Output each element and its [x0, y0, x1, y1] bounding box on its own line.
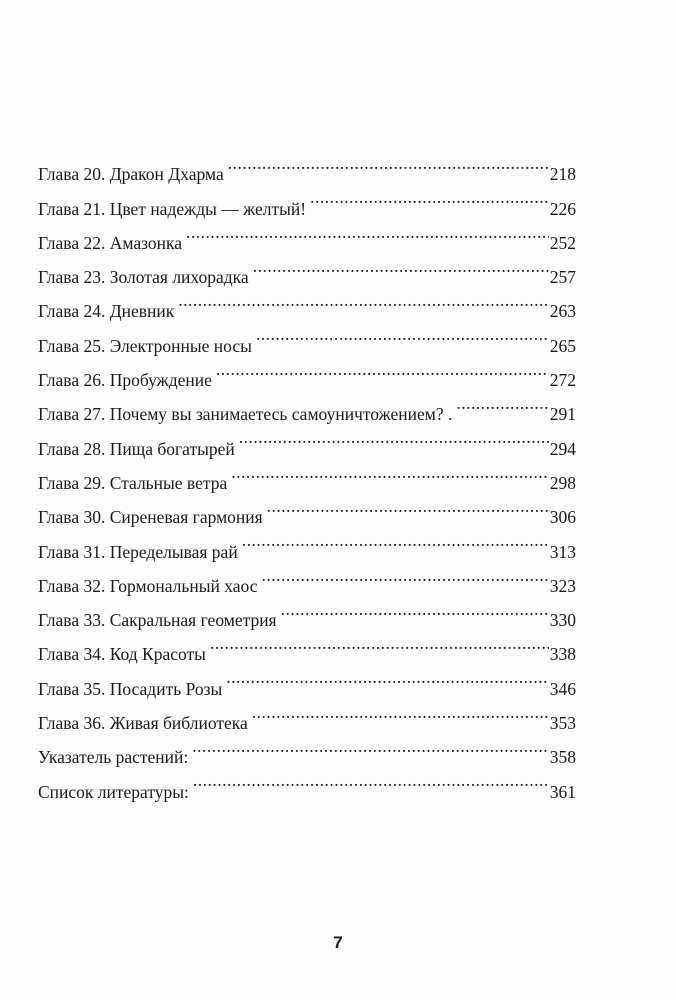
page-number: 7 [333, 933, 343, 952]
toc-entry-title: Глава 27. Почему вы занимаетесь самоуничтожением? . [38, 404, 453, 425]
toc-entry-title: Глава 35. Посадить Розы [38, 678, 223, 699]
dot-leader [267, 489, 549, 523]
toc-entry-page-number: 346 [549, 678, 576, 699]
dot-leader [210, 626, 549, 660]
toc-entry [38, 146, 576, 185]
toc-entry-page-number: 265 [549, 335, 576, 356]
dot-leader [216, 352, 549, 386]
toc-entry-title: Глава 29. Стальные ветра [38, 472, 228, 493]
dot-leader [252, 695, 549, 729]
toc-entry-title: Глава 34. Код Красоты [38, 644, 206, 665]
toc-entry-page-number: 294 [549, 438, 576, 459]
dot-leader [193, 763, 549, 797]
toc-entry-page-number: 226 [549, 198, 576, 219]
table-of-contents [38, 146, 576, 802]
dot-leader [192, 729, 549, 763]
dot-leader [310, 180, 549, 214]
dot-leader [186, 215, 549, 249]
toc-entry-page-number: 252 [549, 232, 576, 253]
toc-entry-page-number: 330 [549, 610, 576, 631]
toc-entry-page-number: 257 [549, 267, 576, 288]
toc-entry-page-number: 361 [549, 781, 576, 802]
toc-entry-title: Глава 22. Амазонка [38, 232, 183, 253]
toc-entry-page-number: 291 [549, 404, 576, 425]
toc-entry-page-number: 313 [549, 541, 576, 562]
dot-leader [228, 146, 549, 180]
toc-entry-title: Глава 24. Дневник [38, 301, 175, 322]
dot-leader [231, 455, 549, 489]
toc-entry-page-number: 323 [549, 575, 576, 596]
toc-entry-title: Глава 36. Живая библиотека [38, 713, 248, 734]
toc-entry-page-number: 353 [549, 713, 576, 734]
toc-entry-title: Глава 25. Электронные носы [38, 335, 252, 356]
dot-leader [242, 523, 549, 557]
dot-leader [256, 317, 549, 351]
dot-leader [239, 420, 549, 454]
dot-leader [253, 249, 549, 283]
toc-entry-title: Глава 23. Золотая лихорадка [38, 267, 249, 288]
dot-leader [226, 660, 548, 694]
toc-entry-title: Указатель растений: [38, 747, 189, 768]
toc-entry-title: Глава 21. Цвет надежды — желтый! [38, 198, 307, 219]
toc-entry-title: Глава 20. Дракон Дхарма [38, 164, 224, 185]
toc-entry-title: Глава 33. Сакральная геометрия [38, 610, 277, 631]
toc-entry-title: Глава 32. Гормональный хаос [38, 575, 258, 596]
toc-entry-page-number: 338 [549, 644, 576, 665]
dot-leader [281, 592, 549, 626]
toc-entry-page-number: 263 [549, 301, 576, 322]
dot-leader [178, 283, 548, 317]
toc-entry-title: Глава 31. Переделывая рай [38, 541, 238, 562]
toc-entry-title: Глава 30. Сиреневая гармония [38, 507, 263, 528]
toc-entry-title: Глава 28. Пища богатырей [38, 438, 235, 459]
toc-entry-page-number: 358 [549, 747, 576, 768]
toc-entry-page-number: 298 [549, 472, 576, 493]
toc-entry-page-number: 272 [549, 370, 576, 391]
dot-leader [456, 386, 548, 420]
dot-leader [261, 558, 548, 592]
toc-entry-title: Глава 26. Пробуждение [38, 370, 212, 391]
toc-entry-title: Список литературы: [38, 781, 189, 802]
toc-entry-page-number: 218 [549, 164, 576, 185]
toc-entry-page-number: 306 [549, 507, 576, 528]
